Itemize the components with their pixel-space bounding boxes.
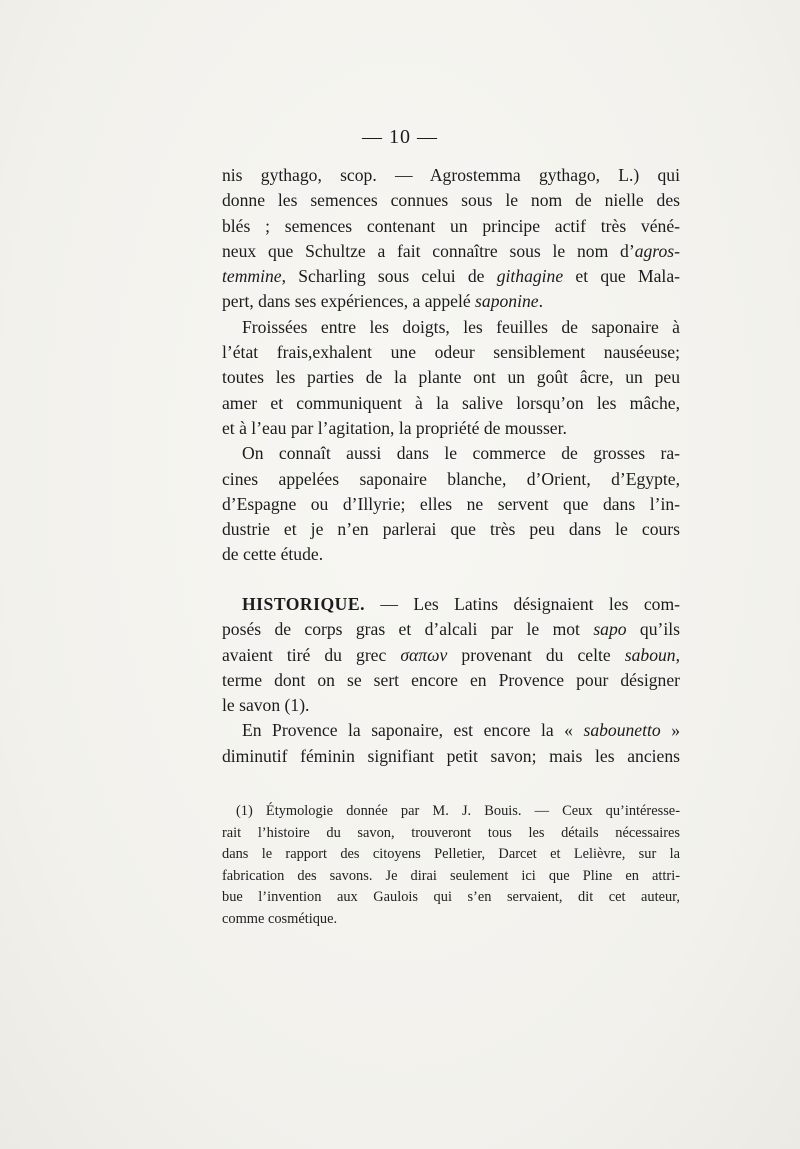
text-run: pert, dans ses expériences, a appelé bbox=[222, 291, 476, 312]
body-text-lower bbox=[222, 592, 680, 769]
text-run: toutes les parties de la plante ont un goût âcre, un peu bbox=[222, 367, 680, 388]
text-line bbox=[222, 467, 680, 492]
text-run: blés ; semences contenant un principe actif très véné- bbox=[222, 215, 680, 236]
text-run: d’Espagne ou d’Illyrie; elles ne servent que dans l’in- bbox=[222, 493, 680, 514]
italic-term: githagine bbox=[496, 266, 564, 287]
footnote bbox=[222, 801, 680, 931]
text-line bbox=[222, 264, 680, 289]
text-run: posés de corps gras et d’alcali par le mot bbox=[222, 619, 594, 640]
text-run: l’état frais,exhalent une odeur sensiblement nauséeuse; bbox=[222, 342, 680, 363]
footnote-line bbox=[222, 844, 680, 866]
text-run: avaient tiré du grec bbox=[222, 644, 401, 665]
paragraph bbox=[222, 441, 680, 567]
text-line bbox=[222, 693, 680, 718]
text-line bbox=[222, 365, 680, 390]
footnote-line bbox=[222, 887, 680, 909]
footnote-line bbox=[222, 801, 680, 823]
text-run: , bbox=[675, 644, 680, 665]
text-run: terme dont on se sert encore en Provence pour désigner bbox=[222, 669, 680, 690]
text-line bbox=[222, 617, 680, 642]
text-run: » bbox=[660, 720, 680, 741]
text-run: dustrie et je n’en parlerai que très peu dans le cours bbox=[222, 519, 680, 540]
text-run: provenant du celte bbox=[447, 644, 625, 665]
text-run: . bbox=[538, 291, 543, 312]
text-line bbox=[222, 416, 680, 441]
paragraph bbox=[222, 315, 680, 441]
text-run: donne les semences connues sous le nom de nielle des bbox=[222, 190, 680, 211]
italic-term: saboun bbox=[624, 644, 676, 665]
text-run: dans le rapport des citoyens Pelletier, Darcet et Lelièvre, sur la bbox=[222, 846, 680, 863]
text-line bbox=[222, 188, 680, 213]
text-line bbox=[222, 289, 680, 314]
text-run: amer et communiquent à la salive lorsqu’on les mâche, bbox=[222, 392, 680, 413]
section-heading: HISTORIQUE. bbox=[242, 594, 365, 614]
body-text-upper bbox=[222, 163, 680, 568]
text-run: qu’ils bbox=[626, 619, 680, 640]
text-line bbox=[222, 492, 680, 517]
text-line bbox=[222, 315, 680, 340]
text-run: — Les Latins désignaient les com- bbox=[365, 594, 680, 614]
text-line bbox=[222, 744, 680, 769]
text-run: Froissées entre les doigts, les feuilles de saponaire à bbox=[242, 316, 680, 337]
text-run: et que Mala- bbox=[563, 266, 680, 287]
footnote-line bbox=[222, 909, 680, 931]
text-line bbox=[222, 517, 680, 542]
text-run: , Scharling sous celui de bbox=[281, 266, 497, 287]
italic-term: sapo bbox=[593, 619, 627, 640]
text-run: bue l’invention aux Gaulois qui s’en servaient, dit cet auteur, bbox=[222, 889, 680, 906]
text-run: comme cosmétique. bbox=[222, 910, 338, 927]
italic-term: saponine bbox=[475, 291, 539, 312]
text-line bbox=[222, 441, 680, 466]
text-run: et à l’eau par l’agitation, la propriété de mousser. bbox=[222, 417, 567, 438]
text-line bbox=[222, 542, 680, 567]
text-run: neux que Schultze a fait connaître sous le nom d’ bbox=[222, 240, 635, 261]
text-run: nis gythago, scop. — Agrostemma gythago, L.) qui bbox=[222, 165, 680, 185]
text-line bbox=[222, 718, 680, 743]
text-line bbox=[222, 340, 680, 365]
text-run: diminutif féminin signifiant petit savon; mais les anciens bbox=[222, 745, 680, 766]
italic-term: agros- bbox=[634, 240, 680, 261]
text-run: le savon (1). bbox=[222, 695, 310, 716]
text-run: cines appelées saponaire blanche, d’Orient, d’Egypte, bbox=[222, 468, 680, 489]
page-number: — 10 — bbox=[362, 126, 438, 148]
text-line bbox=[222, 163, 680, 188]
footnote-line bbox=[222, 823, 680, 845]
text-line bbox=[222, 391, 680, 416]
text-line bbox=[222, 214, 680, 239]
footnote-line bbox=[222, 866, 680, 888]
italic-term: temmine bbox=[222, 266, 282, 287]
text-run: rait l’histoire du savon, trouveront tous les détails nécessaires bbox=[222, 824, 680, 841]
text-line bbox=[222, 643, 680, 668]
text-line bbox=[222, 668, 680, 693]
text-line bbox=[222, 239, 680, 264]
text-run: On connaît aussi dans le commerce de grosses ra- bbox=[242, 443, 680, 464]
italic-term: sabounetto bbox=[583, 720, 661, 741]
paragraph bbox=[222, 163, 680, 315]
text-run: (1) Étymologie donnée par M. J. Bouis. — Ceux qu’intéresse- bbox=[236, 803, 680, 819]
text-run: de cette étude. bbox=[222, 544, 324, 565]
paragraph bbox=[222, 718, 680, 769]
text-line bbox=[222, 592, 680, 617]
italic-term: σαπων bbox=[400, 644, 448, 665]
text-run: fabrication des savons. Je dirai seulement ici que Pline en attri- bbox=[222, 867, 680, 884]
historique-paragraph bbox=[222, 592, 680, 718]
text-run: En Provence la saponaire, est encore la « bbox=[242, 720, 584, 741]
